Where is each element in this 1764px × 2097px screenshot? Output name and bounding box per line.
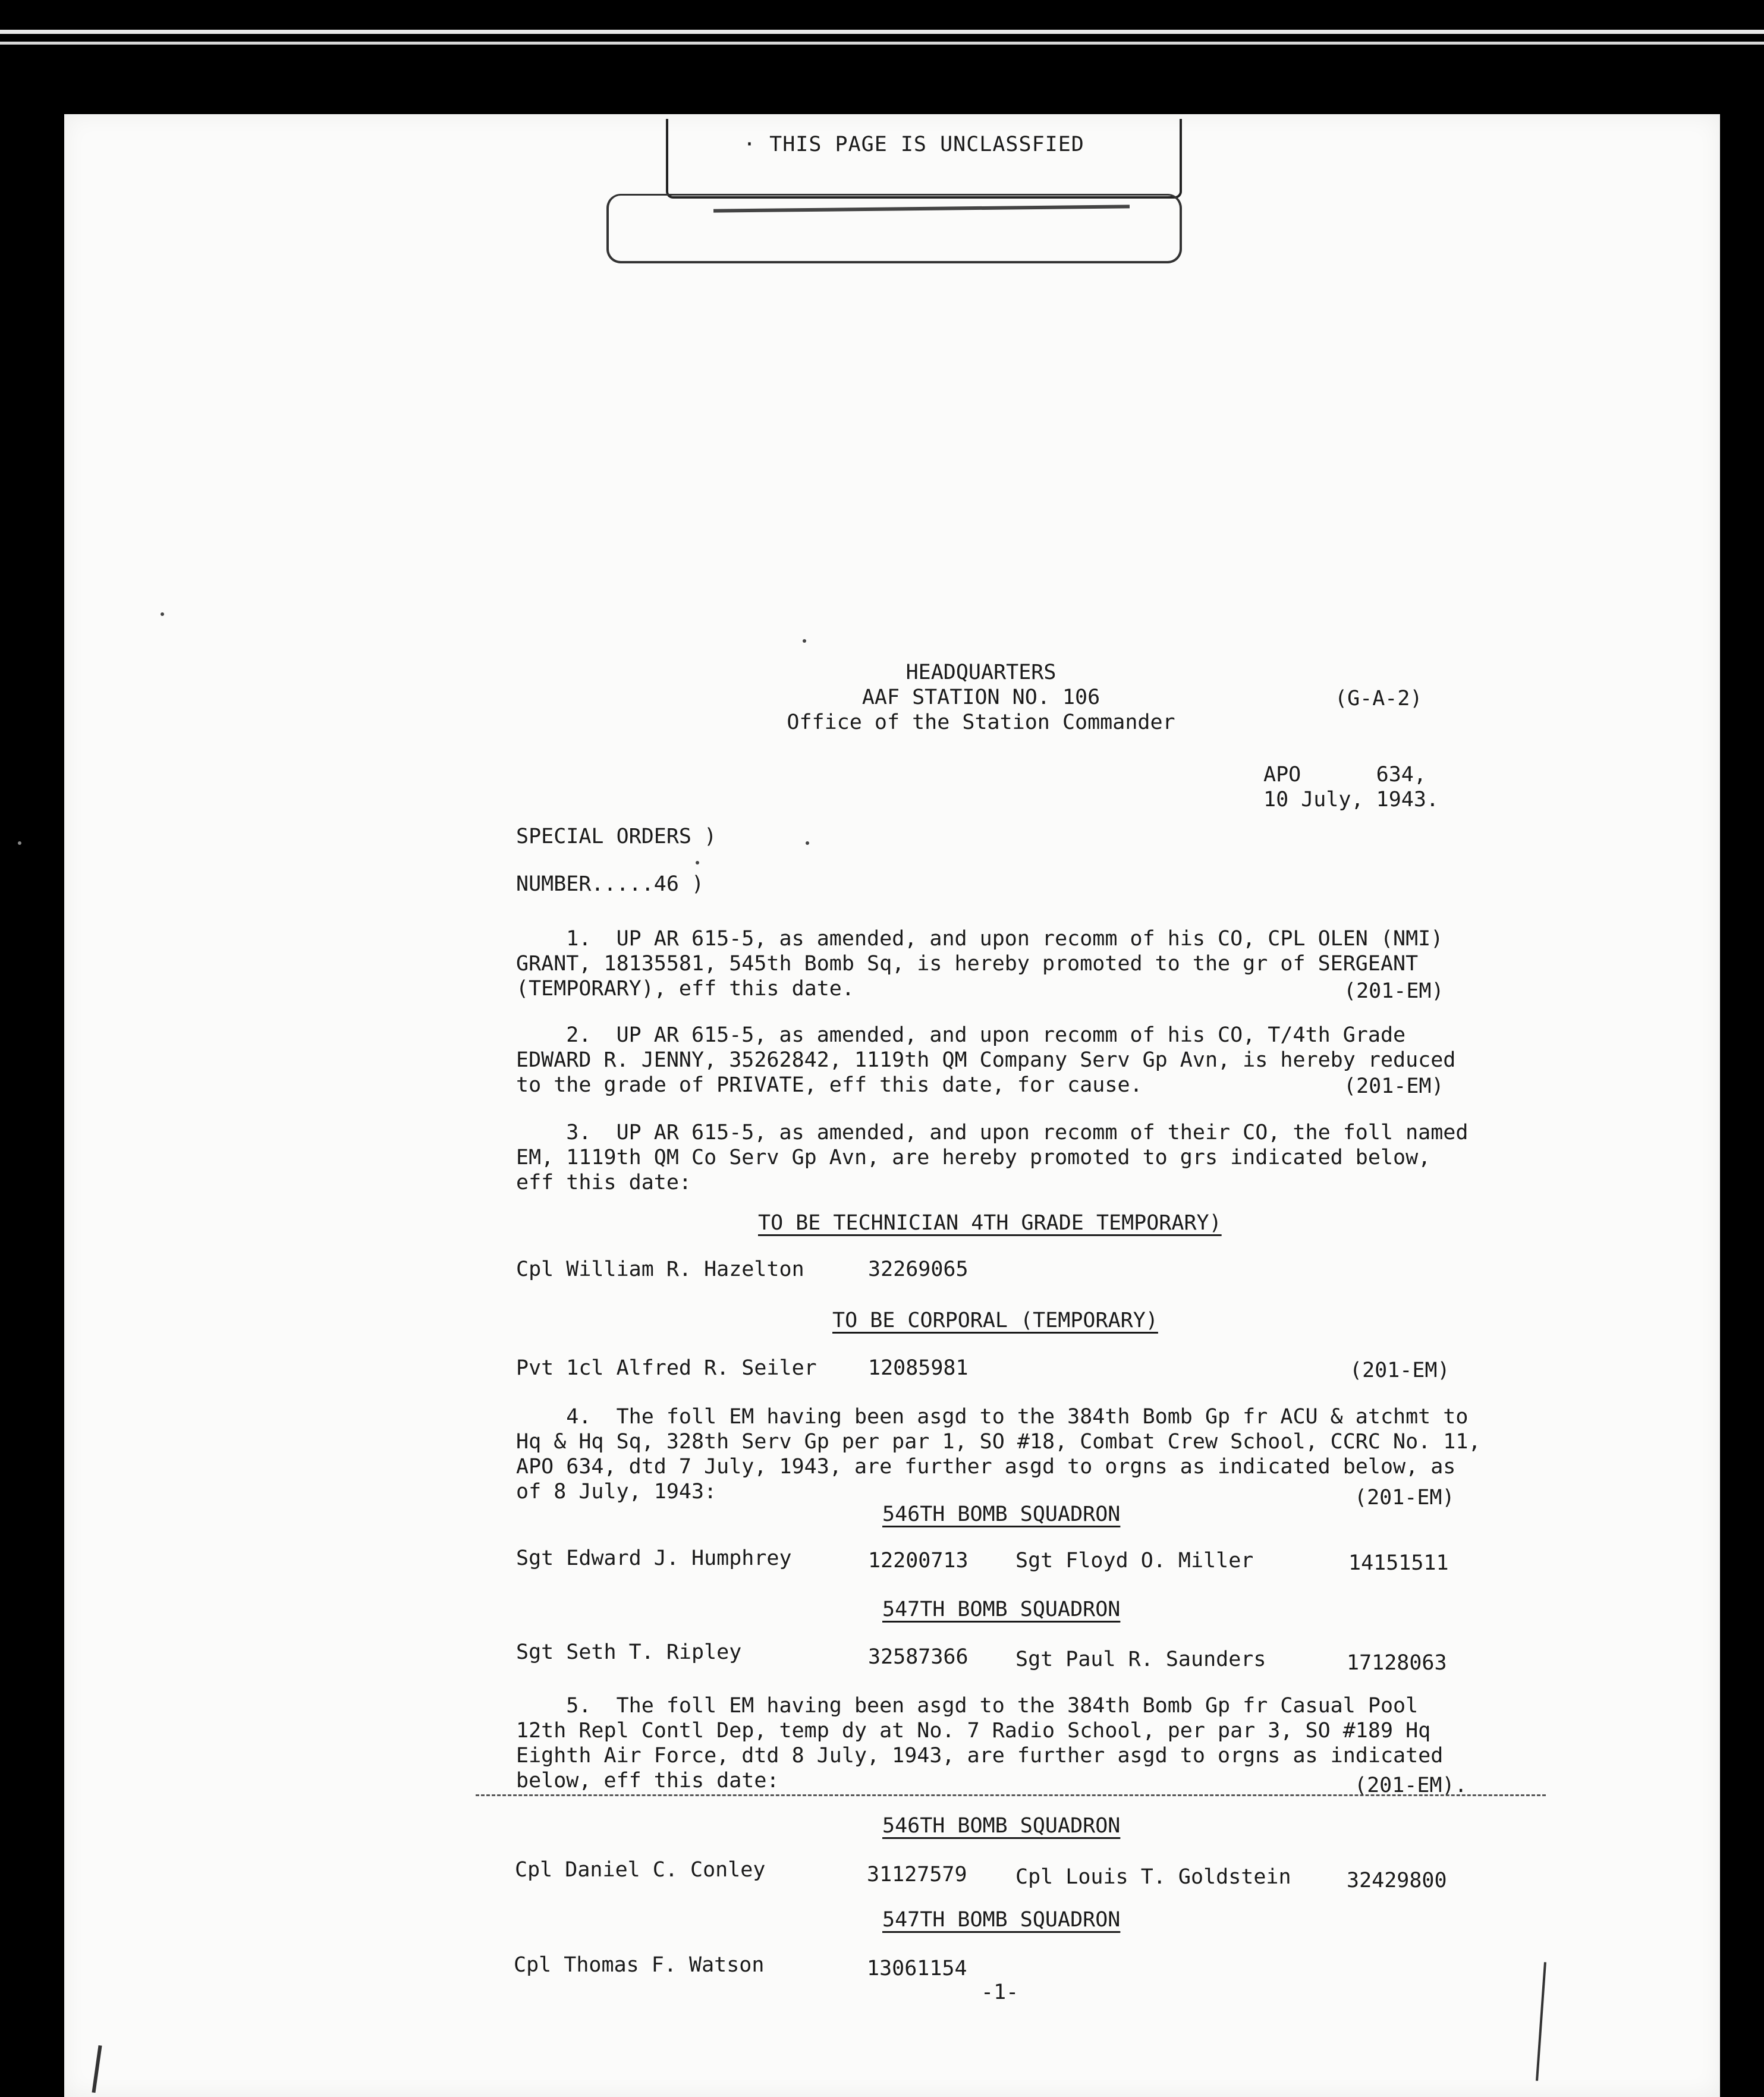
para2-line3: to the grade of PRIVATE, eff this date, for cause. — [516, 1073, 1143, 1097]
para4-line3: APO 634, dtd 7 July, 1943, are further asgd to orgns as indicated below, as — [516, 1455, 1456, 1479]
para3-heading-technician: TO BE TECHNICIAN 4TH GRADE TEMPORARY) — [758, 1211, 1222, 1235]
para5-line2: 12th Repl Contl Dep, temp dy at No. 7 Radio School, per par 3, SO #189 Hq — [516, 1719, 1431, 1743]
header-date: 10 July, 1943. — [1263, 788, 1439, 812]
para5-squadron-547: 547TH BOMB SQUADRON — [882, 1908, 1121, 1932]
para1-ref: (201-EM) — [1344, 979, 1444, 1003]
para4-546-name2: Sgt Floyd O. Miller — [1015, 1549, 1254, 1573]
para5-line4: below, eff this date: — [516, 1769, 779, 1793]
para4-line2: Hq & Hq Sq, 328th Serv Gp per par 1, SO #18, Combat Crew School, CCRC No. 11, — [516, 1430, 1481, 1454]
para3-line2: EM, 1119th QM Co Serv Gp Avn, are hereby promoted to grs indicated below, — [516, 1146, 1431, 1169]
para4-546-serial1: 12200713 — [868, 1549, 969, 1573]
para3-ref: (201-EM) — [1350, 1359, 1450, 1382]
para3-person2-serial: 12085981 — [868, 1356, 969, 1380]
para5-547-serial1: 13061154 — [867, 1957, 967, 1980]
para5-547-name1: Cpl Thomas F. Watson — [514, 1953, 765, 1977]
para5-squadron-546: 546TH BOMB SQUADRON — [882, 1814, 1121, 1838]
para4-547-name2: Sgt Paul R. Saunders — [1015, 1648, 1266, 1671]
scan-speck — [161, 612, 164, 616]
page-number: -1- — [981, 1980, 1019, 2004]
para4-line4: of 8 July, 1943: — [516, 1480, 717, 1504]
header-headquarters: HEADQUARTERS — [905, 661, 1056, 684]
para5-546-serial1: 31127579 — [867, 1863, 967, 1887]
scan-speck — [806, 841, 809, 845]
para1-line2: GRANT, 18135581, 545th Bomb Sq, is hereby promoted to the gr of SERGEANT — [516, 952, 1419, 976]
scan-speck — [696, 861, 699, 864]
para4-squadron-546: 546TH BOMB SQUADRON — [882, 1502, 1121, 1526]
para3-person1-serial: 32269065 — [868, 1257, 969, 1281]
special-orders-number: NUMBER.....46 ) — [516, 872, 705, 896]
classification-banner-box — [666, 119, 1182, 199]
para4-547-serial1: 32587366 — [868, 1645, 969, 1669]
para4-546-name1: Sgt Edward J. Humphrey — [516, 1546, 792, 1570]
para4-squadron-547: 547TH BOMB SQUADRON — [882, 1598, 1121, 1621]
para1-line1: 1. UP AR 615-5, as amended, and upon recomm of his CO, CPL OLEN (NMI) — [516, 927, 1444, 951]
para3-person1-name: Cpl William R. Hazelton — [516, 1257, 804, 1281]
para5-line1: 5. The foll EM having been asgd to the 384th Bomb Gp fr Casual Pool — [516, 1694, 1419, 1718]
para3-heading-corporal: TO BE CORPORAL (TEMPORARY) — [832, 1309, 1158, 1332]
header-apo: APO 634, — [1263, 763, 1426, 787]
scan-speck — [18, 841, 21, 845]
special-orders-title: SPECIAL ORDERS ) — [516, 825, 717, 848]
para4-547-serial2: 17128063 — [1347, 1651, 1447, 1675]
para2-line1: 2. UP AR 615-5, as amended, and upon recomm of his CO, T/4th Grade — [516, 1023, 1406, 1047]
classification-banner-flap — [606, 194, 1182, 263]
para5-546-name2: Cpl Louis T. Goldstein — [1015, 1865, 1291, 1889]
scan-edge-line — [0, 30, 1764, 34]
para5-line3: Eighth Air Force, dtd 8 July, 1943, are further asgd to orgns as indicated — [516, 1744, 1444, 1768]
para5-546-serial2: 32429800 — [1347, 1869, 1447, 1892]
para1-line3: (TEMPORARY), eff this date. — [516, 977, 854, 1001]
para4-ref: (201-EM) — [1354, 1486, 1455, 1510]
classification-banner-text: · THIS PAGE IS UNCLASSFIED — [743, 133, 1084, 156]
para4-546-serial2: 14151511 — [1348, 1551, 1449, 1575]
para3-line3: eff this date: — [516, 1171, 692, 1194]
para4-547-name1: Sgt Seth T. Ripley — [516, 1640, 742, 1664]
para3-person2-name: Pvt 1cl Alfred R. Seiler — [516, 1356, 817, 1380]
para4-line1: 4. The foll EM having been asgd to the 384th Bomb Gp fr ACU & atchmt to — [516, 1405, 1469, 1429]
para5-ref: (201-EM). — [1354, 1774, 1467, 1797]
para2-ref: (201-EM) — [1344, 1074, 1444, 1098]
document-page — [64, 114, 1720, 2097]
para2-line2: EDWARD R. JENNY, 35262842, 1119th QM Company Serv Gp Avn, is hereby reduced — [516, 1048, 1456, 1072]
header-station: AAF STATION NO. 106 — [861, 686, 1100, 709]
scan-edge-line — [0, 42, 1764, 45]
para3-line1: 3. UP AR 615-5, as amended, and upon recomm of their CO, the foll named — [516, 1121, 1469, 1145]
para5-546-name1: Cpl Daniel C. Conley — [515, 1858, 766, 1882]
header-code: (G-A-2) — [1335, 687, 1423, 710]
header-office: Office of the Station Commander — [787, 710, 1175, 734]
scan-speck — [803, 639, 806, 643]
